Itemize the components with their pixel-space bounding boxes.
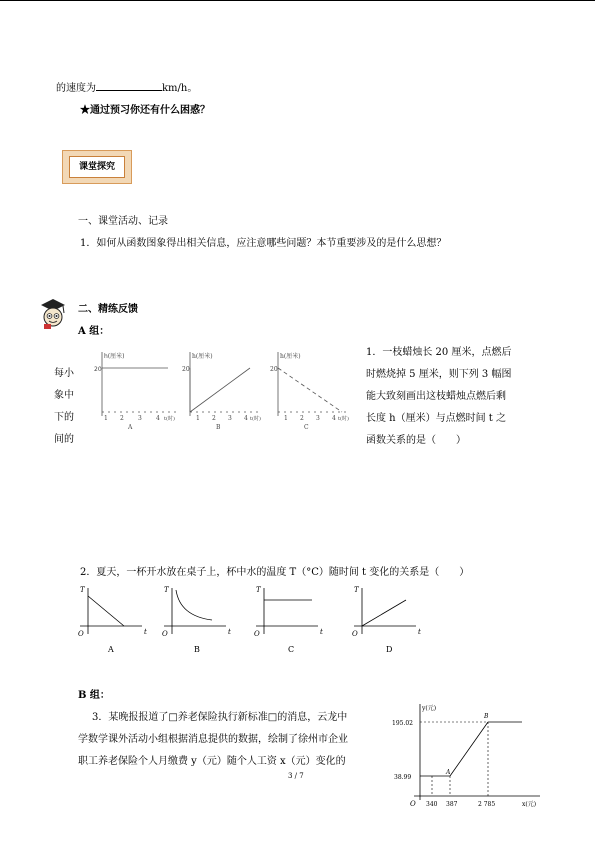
caption-c: C [288, 645, 295, 654]
p3-line-2: 学数学课外活动小组根据消息提供的数据，绘制了徐州市企业 [78, 734, 348, 745]
ins-y-tick-38: 38.99 [394, 774, 412, 781]
student-mascot-icon [36, 296, 70, 330]
preview-question: ★通过预习你还有什么困惑？ [80, 105, 210, 116]
badge-label: 课堂探究 [69, 156, 125, 178]
insurance-graph [388, 700, 548, 812]
g1-tick-3: 3 [138, 415, 142, 422]
g2-tick-3: 3 [228, 415, 232, 422]
g1-tick-1: 1 [104, 415, 108, 422]
ins-point-a: A [446, 769, 451, 776]
g2-tick-1: 1 [196, 415, 200, 422]
a-axis-x: t [144, 628, 147, 636]
g3-tick-2: 2 [300, 415, 304, 422]
speed-prefix: 的速度为 [56, 83, 96, 94]
group-a-label: A 组： [78, 326, 110, 337]
question-1: 1．如何从函数图象得出相关信息，应注意哪些问题？本节重要涉及的是什么思想？ [80, 238, 447, 249]
side-char-4: 间的 [54, 434, 74, 445]
a-axis-y: T [80, 586, 85, 594]
side-char-2: 象中 [54, 390, 74, 401]
g3-xlabel: t(时) [338, 416, 349, 422]
ins-point-b: B [484, 713, 489, 720]
g3-caption: C [304, 424, 309, 430]
c-origin: O [254, 630, 260, 638]
g3-yval: 20 [270, 366, 278, 373]
g2-caption: B [216, 424, 221, 430]
g1-ylabel: h(厘米) [104, 353, 125, 360]
ins-x-tick-2785: 2 785 [478, 801, 496, 808]
ins-x-tick-340: 340 [426, 801, 438, 808]
section1-heading: 一、课堂活动、记录 [78, 216, 168, 227]
g1-tick-4: 4 [156, 415, 160, 422]
speed-unit: km/h。 [162, 83, 198, 94]
caption-d: D [386, 645, 393, 654]
p3-line-3: 职工养老保险个人月缴费 y（元）随个人工资 x（元）变化的 [78, 756, 346, 767]
g2-tick-4: 4 [244, 415, 248, 422]
ins-origin: O [410, 800, 416, 808]
side-char-3: 下的 [54, 412, 74, 423]
g3-tick-4: 4 [332, 415, 336, 422]
g2-xlabel: t(时) [250, 416, 261, 422]
a-origin: O [78, 630, 84, 638]
p1-line-5: 函数关系的是（ ） [366, 435, 466, 446]
ins-x-tick-387: 387 [446, 801, 458, 808]
temperature-graphs [72, 584, 442, 656]
caption-b: B [194, 645, 200, 654]
p1-line-1: 1．一枝蜡烛长 20 厘米，点燃后 [366, 347, 512, 358]
top-rule [0, 0, 595, 1]
p1-line-4: 长度 h（厘米）与点燃时间 t 之 [366, 413, 506, 424]
side-char-1: 每小 [54, 368, 74, 379]
question-2: 2．夏天，一杯开水放在桌子上，杯中水的温度 T（°C）随时间 t 变化的关系是（ ） [80, 567, 470, 578]
p1-line-2: 时燃烧掉 5 厘米，则下列 3 幅图 [366, 369, 512, 380]
g1-xlabel: t(时) [164, 416, 175, 422]
caption-a: A [108, 645, 114, 654]
g1-caption: A [128, 424, 133, 430]
d-origin: O [352, 630, 358, 638]
group-b-label: B 组： [78, 690, 110, 701]
g3-tick-3: 3 [316, 415, 320, 422]
candle-graphs [92, 346, 362, 430]
d-axis-y: T [354, 586, 359, 594]
g1-tick-2: 2 [120, 415, 124, 422]
d-axis-x: t [418, 628, 421, 636]
b-axis-x: t [228, 628, 231, 636]
g3-ylabel: h(厘米) [280, 353, 301, 360]
p3-line-1: 3．某晚报报道了□养老保险执行新标准□的消息，云龙中 [92, 712, 348, 723]
ins-y-tick-195: 195.02 [392, 720, 413, 727]
g2-tick-2: 2 [212, 415, 216, 422]
answer-blank[interactable] [96, 80, 162, 91]
g3-tick-1: 1 [284, 415, 288, 422]
ins-y-label: y(元) [422, 705, 437, 712]
b-origin: O [162, 630, 168, 638]
page-number: 3 / 7 [288, 772, 304, 780]
c-axis-x: t [320, 628, 323, 636]
g1-yval: 20 [94, 366, 102, 373]
b-axis-y: T [164, 586, 169, 594]
ins-x-label: x(元) [522, 801, 537, 808]
section-badge [62, 150, 132, 184]
speed-line [56, 79, 197, 94]
g2-yval: 20 [182, 366, 190, 373]
section2-heading: 二、精练反馈 [78, 304, 138, 315]
c-axis-y: T [256, 586, 261, 594]
g2-ylabel: h(厘米) [192, 353, 213, 360]
p1-line-3: 能大致刻画出这枝蜡烛点燃后剩 [366, 391, 506, 402]
